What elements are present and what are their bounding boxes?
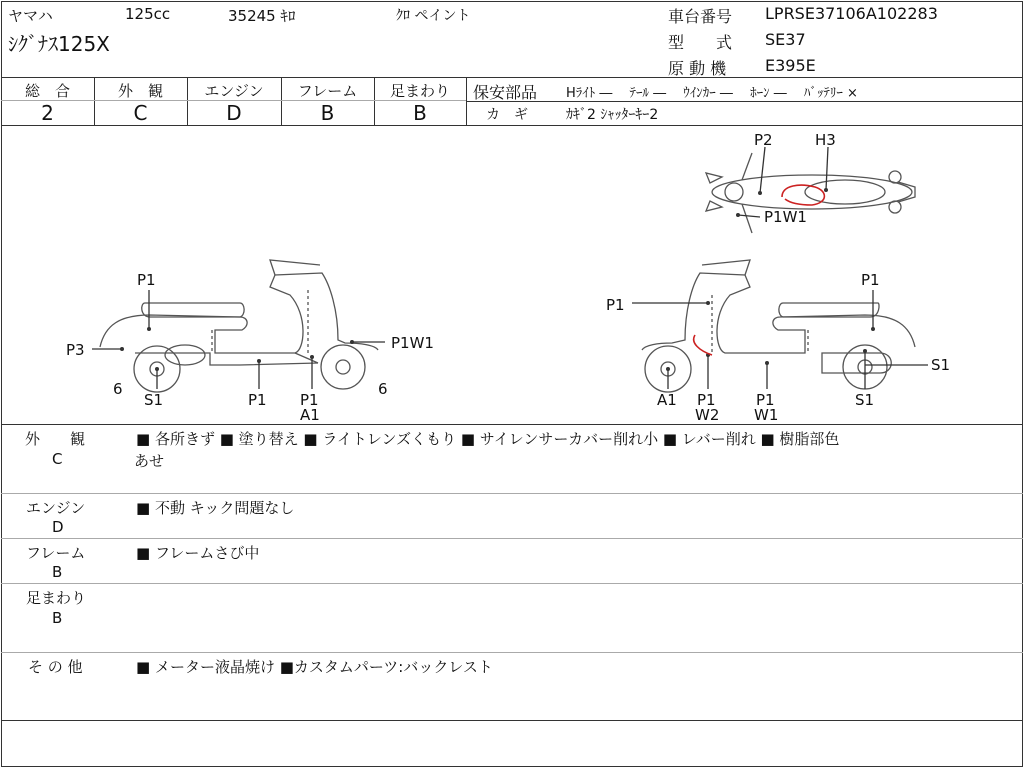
diagram-label: A1	[300, 406, 320, 424]
remark-text-exterior-cont: あせ	[134, 452, 165, 470]
maker: ヤマハ	[8, 7, 53, 25]
diagram-label: S1	[855, 391, 875, 409]
diagram-label: H3	[815, 131, 836, 149]
key-value: ｶｷﾞ2 ｼｬｯﾀｰｷｰ2	[566, 107, 659, 123]
grade-total-label: 総 合	[24, 82, 70, 100]
chassis-label: 車台番号	[668, 7, 733, 26]
grade-suspension-value: B	[413, 101, 427, 125]
grade-frame-value: B	[320, 101, 335, 125]
remark-text-engine: ■ 不動 キック問題なし	[136, 499, 295, 517]
remark-grade-engine: D	[52, 518, 64, 536]
damage-points	[120, 188, 875, 371]
grade-exterior-label: 外 観	[117, 82, 163, 100]
divider	[1, 77, 1023, 78]
scooter-top-view	[706, 153, 915, 233]
diagram-label: P1W1	[391, 334, 434, 352]
diagram-label: P1	[861, 271, 880, 289]
chassis-value: LPRSE37106A102283	[765, 4, 938, 23]
model-name: ｼｸﾞﾅｽ125X	[8, 32, 110, 56]
diagram-label: P1	[697, 391, 716, 409]
remark-text-exterior: ■ 各所きず ■ 塗り替え ■ ライトレンズくもり ■ サイレンサーカバー削れ小 ■ レバー削れ ■ 樹脂部色	[136, 430, 840, 448]
grade-exterior-value: C	[133, 101, 148, 125]
divider	[466, 101, 1023, 102]
engine-label: 原 動 機	[668, 59, 727, 78]
remark-text-other: ■ メーター液晶焼け ■カスタムパーツ:バックレスト	[136, 658, 493, 676]
grade-frame-label: フレーム	[297, 82, 358, 100]
diagram-label: P1	[756, 391, 775, 409]
diagram-label: P1	[606, 296, 625, 314]
remark-label-frame: フレーム	[26, 544, 86, 562]
grade-engine-label: エンジン	[204, 82, 264, 100]
divider	[1, 583, 1023, 584]
diagram-label: P1	[300, 391, 319, 409]
remark-grade-frame: B	[52, 563, 63, 581]
remark-label-engine: エンジン	[26, 499, 86, 517]
remark-grade-exterior: C	[52, 450, 63, 468]
diagram-label: P1	[137, 271, 156, 289]
key-label: カ ギ	[486, 107, 528, 123]
diagram-label: W2	[695, 406, 720, 424]
mileage: 35245 ｷﾛ	[228, 7, 296, 25]
divider	[1, 538, 1023, 539]
type-value: SE37	[765, 30, 806, 49]
safety-label: 保安部品	[473, 83, 538, 102]
divider	[1, 424, 1023, 425]
diagram-label: A1	[657, 391, 677, 409]
divider	[1, 720, 1023, 721]
remark-label-suspension: 足まわり	[26, 589, 87, 607]
safety-items: Hﾗｲﾄ ― ﾃｰﾙ ― ｳｲﾝｶｰ ― ﾎｰﾝ ― ﾊﾞｯﾃﾘｰ ×	[566, 86, 858, 101]
diagram-label: P3	[66, 341, 85, 359]
diagram-label: S1	[144, 391, 164, 409]
remark-text-frame: ■ フレームさび中	[136, 544, 260, 562]
displacement: 125cc	[125, 5, 171, 23]
divider	[1, 493, 1023, 494]
diagram-label: P1	[248, 391, 267, 409]
diagram-label: P2	[754, 131, 773, 149]
grade-total-value: 2	[41, 101, 54, 125]
remark-grade-suspension: B	[52, 609, 63, 627]
diagram-label: 6	[378, 380, 388, 398]
type-label: 型 式	[668, 33, 733, 52]
diagram-label: W1	[754, 406, 779, 424]
grade-engine-value: D	[226, 101, 242, 125]
diagram-label: S1	[931, 356, 951, 374]
grade-suspension-label: 足まわり	[389, 82, 450, 100]
remark-label-exterior: 外 観	[25, 430, 86, 448]
color: ｸﾛ ペイント	[396, 8, 471, 24]
diagram-label: 6	[113, 380, 123, 398]
remark-label-other: そ の 他	[28, 658, 83, 676]
divider	[1, 652, 1023, 653]
diagram-label: P1W1	[764, 208, 807, 226]
engine-value: E395E	[765, 56, 816, 75]
